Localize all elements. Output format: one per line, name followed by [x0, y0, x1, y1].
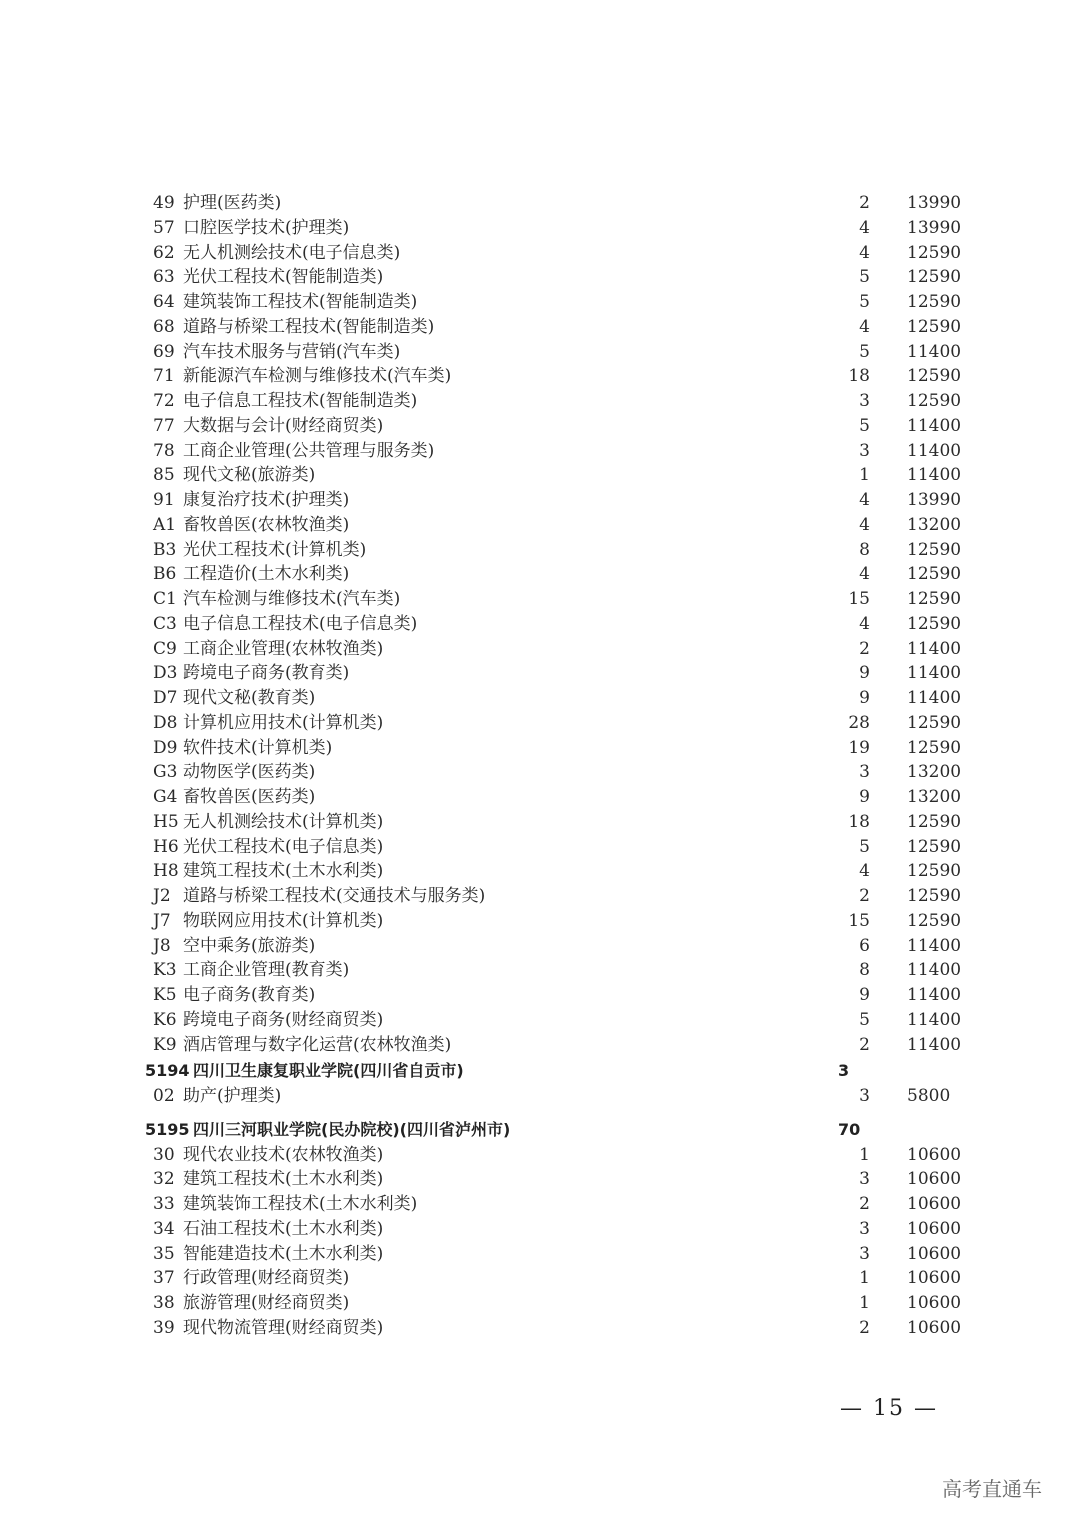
plan-count: 3: [859, 762, 870, 783]
table-row: [0, 1033, 1080, 1058]
program-code: 69: [153, 341, 175, 362]
program-code: B6: [153, 564, 177, 585]
program-name: 石油工程技术(土木水利类): [183, 1218, 384, 1239]
plan-count: 4: [859, 490, 870, 510]
table-row: [0, 414, 1080, 439]
tuition-fee: 11400: [907, 935, 962, 956]
plan-count: 4: [859, 242, 870, 263]
program-name: 智能建造技术(土木水利类): [183, 1243, 384, 1264]
plan-count: 5: [859, 292, 870, 312]
plan-count: 1: [859, 465, 870, 486]
table-row: [0, 1008, 1080, 1033]
program-name: 现代农业技术(农林牧渔类): [183, 1144, 384, 1165]
table-row: [0, 810, 1080, 835]
tuition-fee: 10600: [907, 1243, 962, 1264]
tuition-fee: 12590: [907, 613, 962, 634]
school-header-row: [0, 1118, 1080, 1143]
plan-count: 2: [859, 1317, 870, 1338]
tuition-fee: 10600: [907, 1218, 962, 1239]
program-name: 道路与桥梁工程技术(智能制造类): [183, 316, 435, 337]
table-row: [0, 340, 1080, 365]
program-name: 工商企业管理(公共管理与服务类): [183, 440, 435, 461]
table-row: [0, 439, 1080, 464]
tuition-fee: 13200: [907, 762, 962, 783]
plan-count: 19: [848, 737, 870, 758]
program-code: K6: [153, 1009, 177, 1030]
program-code: 33: [153, 1194, 175, 1214]
table-row: [0, 1084, 1080, 1109]
tuition-fee: 11400: [907, 440, 962, 461]
plan-count: 4: [859, 564, 870, 585]
tuition-fee: 11400: [907, 688, 962, 708]
plan-count: 4: [859, 861, 870, 882]
table-row: [0, 587, 1080, 612]
program-code: 68: [153, 316, 175, 337]
program-name: 建筑装饰工程技术(智能制造类): [183, 292, 418, 312]
program-code: K9: [153, 1034, 177, 1055]
tuition-fee: 12590: [907, 836, 962, 857]
program-name: 助产(护理类): [183, 1086, 282, 1106]
table-row: [0, 785, 1080, 810]
tuition-fee: 12590: [907, 861, 962, 882]
program-code: 30: [153, 1144, 175, 1165]
tuition-fee: 12590: [907, 811, 962, 832]
table-row: [0, 364, 1080, 389]
tuition-fee: 12590: [907, 366, 962, 387]
table-row: [0, 538, 1080, 563]
program-code: H6: [153, 836, 179, 857]
plan-count: 18: [848, 811, 870, 832]
program-name: 光伏工程技术(电子信息类): [183, 836, 384, 857]
tuition-fee: 11400: [907, 663, 962, 684]
enrollment-table: [0, 191, 1080, 1341]
program-code: 35: [153, 1243, 175, 1264]
program-list-5194: [0, 1084, 1080, 1109]
tuition-fee: 12590: [907, 242, 962, 263]
program-name: 行政管理(财经商贸类): [183, 1268, 350, 1289]
tuition-fee: 11400: [907, 1009, 962, 1030]
table-row: [0, 1143, 1080, 1168]
program-code: 64: [153, 292, 175, 312]
plan-count: 4: [859, 316, 870, 337]
plan-count: 5: [859, 836, 870, 857]
table-row: [0, 835, 1080, 860]
program-name: 电子信息工程技术(智能制造类): [183, 391, 418, 411]
tuition-fee: 10600: [907, 1293, 962, 1313]
tuition-fee: 12590: [907, 391, 962, 411]
program-name: 光伏工程技术(计算机类): [183, 539, 367, 560]
school-total-count: 3: [838, 1061, 850, 1081]
tuition-fee: 10600: [907, 1169, 962, 1190]
program-name: 软件技术(计算机类): [183, 737, 333, 758]
plan-count: 3: [859, 391, 870, 411]
program-code: C9: [153, 638, 177, 659]
program-name: 工程造价(土木水利类): [183, 564, 350, 585]
program-code: 57: [153, 217, 175, 238]
program-code: 38: [153, 1293, 175, 1313]
program-name: 光伏工程技术(智能制造类): [183, 267, 384, 288]
program-code: J2: [153, 886, 171, 906]
program-code: 32: [153, 1169, 175, 1190]
program-code: 91: [153, 490, 175, 510]
tuition-fee: 5800: [907, 1086, 951, 1106]
tuition-fee: 11400: [907, 985, 962, 1005]
program-code: K5: [153, 985, 177, 1005]
program-code: H5: [153, 811, 179, 832]
program-name: 电子信息工程技术(电子信息类): [183, 613, 418, 634]
tuition-fee: 10600: [907, 1194, 962, 1214]
school-code: 5194: [145, 1061, 190, 1081]
plan-count: 5: [859, 267, 870, 288]
program-code: 77: [153, 415, 175, 436]
plan-count: 4: [859, 613, 870, 634]
tuition-fee: 12590: [907, 910, 962, 931]
table-row: [0, 1242, 1080, 1267]
table-row: [0, 884, 1080, 909]
program-name: 物联网应用技术(计算机类): [183, 910, 384, 931]
program-name: 跨境电子商务(教育类): [183, 663, 350, 684]
table-row: [0, 389, 1080, 414]
plan-count: 8: [859, 539, 870, 560]
program-name: 新能源汽车检测与维修技术(汽车类): [183, 366, 452, 387]
program-name: 畜牧兽医(农林牧渔类): [183, 514, 350, 535]
program-code: J8: [153, 935, 171, 956]
plan-count: 9: [859, 787, 870, 807]
program-code: D7: [153, 688, 178, 708]
program-code: 62: [153, 242, 175, 263]
school-code: 5195: [145, 1119, 190, 1139]
table-row: [0, 612, 1080, 637]
plan-count: 2: [859, 1034, 870, 1055]
plan-count: 2: [859, 1194, 870, 1214]
plan-count: 3: [859, 1086, 870, 1106]
program-name: 护理(医药类): [183, 193, 282, 213]
program-code: 02: [153, 1086, 175, 1106]
table-row: [0, 661, 1080, 686]
plan-count: 8: [859, 960, 870, 981]
program-code: D8: [153, 712, 178, 733]
tuition-fee: 12590: [907, 564, 962, 585]
program-code: 71: [153, 366, 175, 387]
program-name: 道路与桥梁工程技术(交通技术与服务类): [183, 886, 486, 906]
tuition-fee: 12590: [907, 267, 962, 288]
program-name: 旅游管理(财经商贸类): [183, 1293, 350, 1313]
tuition-fee: 12590: [907, 589, 962, 609]
tuition-fee: 12590: [907, 737, 962, 758]
tuition-fee: 13990: [907, 490, 962, 510]
school-name: 四川卫生康复职业学院(四川省自贡市): [193, 1061, 464, 1081]
program-name: 工商企业管理(农林牧渔类): [183, 638, 384, 659]
plan-count: 5: [859, 415, 870, 436]
program-name: 汽车检测与维修技术(汽车类): [183, 589, 401, 609]
program-code: 49: [153, 193, 175, 213]
tuition-fee: 11400: [907, 341, 962, 362]
tuition-fee: 11400: [907, 415, 962, 436]
program-name: 现代文秘(教育类): [183, 688, 316, 708]
table-row: [0, 488, 1080, 513]
table-row: [0, 909, 1080, 934]
table-row: [0, 1316, 1080, 1341]
plan-count: 1: [859, 1293, 870, 1313]
tuition-fee: 10600: [907, 1268, 962, 1289]
plan-count: 1: [859, 1268, 870, 1289]
program-code: 39: [153, 1317, 175, 1338]
program-code: 37: [153, 1268, 175, 1289]
program-code: G4: [153, 787, 178, 807]
program-list-continued: [0, 191, 1080, 1057]
program-code: G3: [153, 762, 178, 783]
school-name: 四川三河职业学院(民办院校)(四川省泸州市): [193, 1119, 511, 1139]
plan-count: 2: [859, 886, 870, 906]
plan-count: 4: [859, 217, 870, 238]
table-row: [0, 859, 1080, 884]
tuition-fee: 12590: [907, 712, 962, 733]
program-code: 85: [153, 465, 175, 486]
program-code: C1: [153, 589, 177, 609]
program-name: 跨境电子商务(财经商贸类): [183, 1009, 384, 1030]
program-name: 现代文秘(旅游类): [183, 465, 316, 486]
table-row: [0, 1217, 1080, 1242]
tuition-fee: 13200: [907, 787, 962, 807]
table-row: [0, 1266, 1080, 1291]
program-code: C3: [153, 613, 177, 634]
table-row: [0, 934, 1080, 959]
table-row: [0, 290, 1080, 315]
school-header-row: [0, 1059, 1080, 1084]
table-row: [0, 463, 1080, 488]
plan-count: 28: [848, 712, 870, 733]
tuition-fee: 12590: [907, 886, 962, 906]
tuition-fee: 12590: [907, 539, 962, 560]
plan-count: 3: [859, 1169, 870, 1190]
program-name: 计算机应用技术(计算机类): [183, 712, 384, 733]
plan-count: 3: [859, 1218, 870, 1239]
table-row: [0, 241, 1080, 266]
table-row: [0, 191, 1080, 216]
plan-count: 2: [859, 193, 870, 213]
plan-count: 3: [859, 440, 870, 461]
program-code: 63: [153, 267, 175, 288]
program-code: 34: [153, 1218, 175, 1239]
table-row: [0, 562, 1080, 587]
plan-count: 15: [848, 589, 870, 609]
tuition-fee: 10600: [907, 1144, 962, 1165]
plan-count: 9: [859, 985, 870, 1005]
program-name: 汽车技术服务与营销(汽车类): [183, 341, 401, 362]
tuition-fee: 11400: [907, 465, 962, 486]
plan-count: 6: [859, 935, 870, 956]
program-name: 建筑工程技术(土木水利类): [183, 861, 384, 882]
program-name: 康复治疗技术(护理类): [183, 490, 350, 510]
tuition-fee: 11400: [907, 1034, 962, 1055]
table-row: [0, 1192, 1080, 1217]
program-name: 建筑装饰工程技术(土木水利类): [183, 1194, 418, 1214]
plan-count: 4: [859, 514, 870, 535]
tuition-fee: 12590: [907, 292, 962, 312]
table-row: [0, 711, 1080, 736]
tuition-fee: 13200: [907, 514, 962, 535]
program-code: D3: [153, 663, 178, 684]
program-list-5195: [0, 1143, 1080, 1341]
table-row: [0, 315, 1080, 340]
program-name: 电子商务(教育类): [183, 985, 316, 1005]
plan-count: 1: [859, 1144, 870, 1165]
plan-count: 9: [859, 663, 870, 684]
program-code: 72: [153, 391, 175, 411]
program-code: J7: [153, 910, 171, 931]
table-row: [0, 1167, 1080, 1192]
tuition-fee: 11400: [907, 638, 962, 659]
program-name: 空中乘务(旅游类): [183, 935, 316, 956]
plan-count: 15: [848, 910, 870, 931]
table-row: [0, 983, 1080, 1008]
program-name: 无人机测绘技术(电子信息类): [183, 242, 401, 263]
tuition-fee: 10600: [907, 1317, 962, 1338]
table-row: [0, 760, 1080, 785]
table-row: [0, 958, 1080, 983]
tuition-fee: 13990: [907, 217, 962, 238]
plan-count: 2: [859, 638, 870, 659]
plan-count: 18: [848, 366, 870, 387]
table-row: [0, 686, 1080, 711]
program-name: 畜牧兽医(医药类): [183, 787, 316, 807]
table-row: [0, 736, 1080, 761]
program-name: 无人机测绘技术(计算机类): [183, 811, 384, 832]
page-number: — 15 —: [840, 1396, 938, 1421]
plan-count: 5: [859, 1009, 870, 1030]
table-row: [0, 637, 1080, 662]
plan-count: 9: [859, 688, 870, 708]
program-name: 工商企业管理(教育类): [183, 960, 350, 981]
watermark: 高考直通车: [942, 1477, 1042, 1501]
program-name: 口腔医学技术(护理类): [183, 217, 350, 238]
program-name: 大数据与会计(财经商贸类): [183, 415, 384, 436]
program-code: H8: [153, 861, 179, 882]
program-code: 78: [153, 440, 175, 461]
program-name: 现代物流管理(财经商贸类): [183, 1317, 384, 1338]
program-name: 酒店管理与数字化运营(农林牧渔类): [183, 1034, 452, 1055]
table-row: [0, 265, 1080, 290]
school-total-count: 70: [838, 1119, 861, 1139]
program-code: K3: [153, 960, 177, 981]
program-name: 动物医学(医药类): [183, 762, 316, 783]
table-row: [0, 1291, 1080, 1316]
tuition-fee: 12590: [907, 316, 962, 337]
tuition-fee: 13990: [907, 193, 962, 213]
table-row: [0, 216, 1080, 241]
program-code: A1: [153, 514, 177, 535]
program-code: D9: [153, 737, 178, 758]
program-name: 建筑工程技术(土木水利类): [183, 1169, 384, 1190]
plan-count: 3: [859, 1243, 870, 1264]
plan-count: 5: [859, 341, 870, 362]
table-row: [0, 513, 1080, 538]
program-code: B3: [153, 539, 177, 560]
tuition-fee: 11400: [907, 960, 962, 981]
